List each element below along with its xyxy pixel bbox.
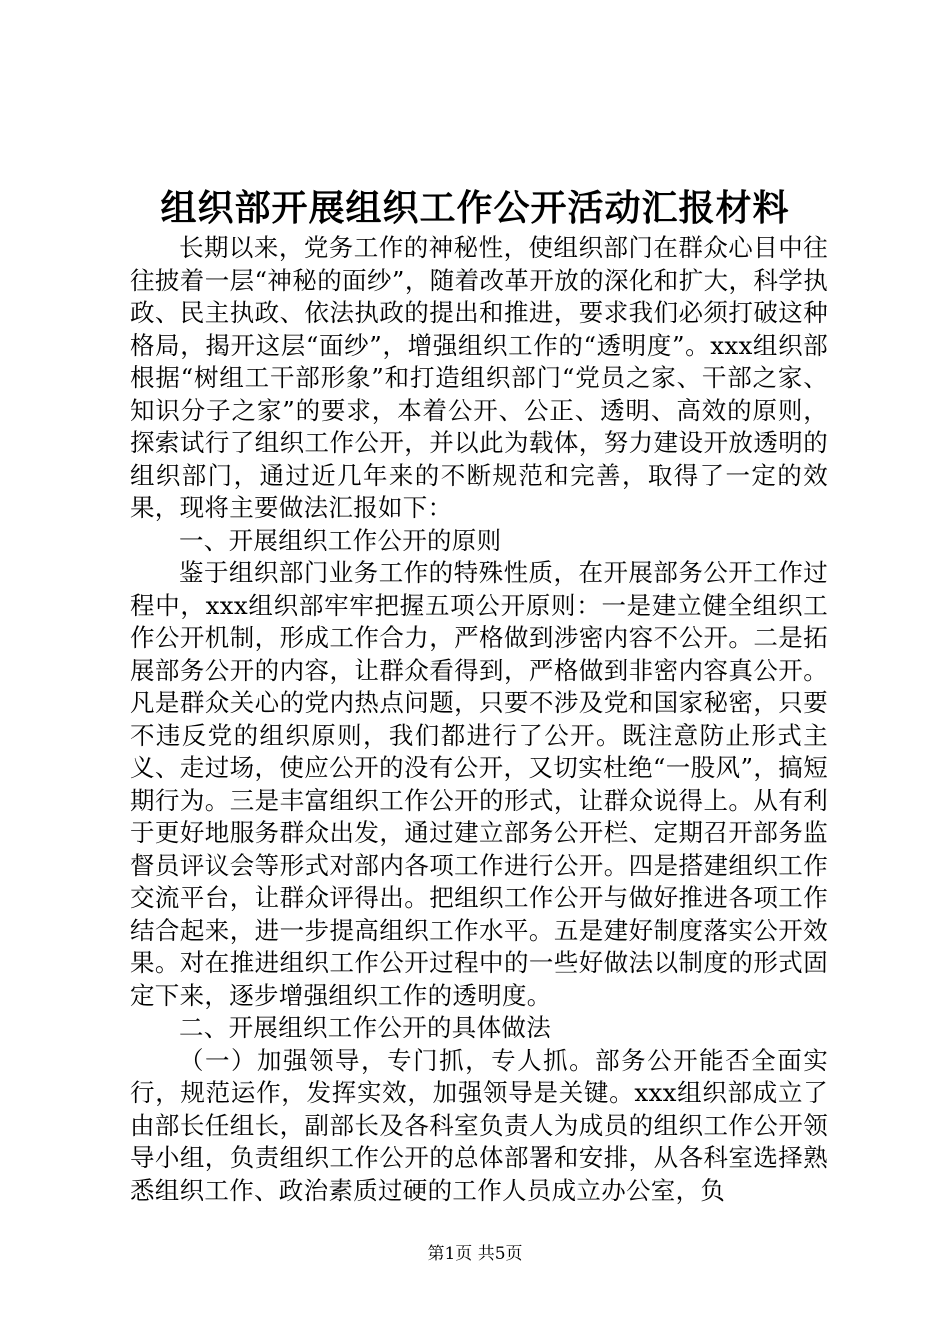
- document-title: 组织部开展组织工作公开活动汇报材料: [160, 187, 790, 229]
- page-footer: 第1页 共5页: [427, 1244, 523, 1264]
- intro-paragraph: 长期以来，党务工作的神秘性，使组织部门在群众心目中往往披着一层“神秘的面纱”，随着改革开放的深化和扩大，科学执政、民主执政、依法执政的提出和推进，要求我们必须打破这种格局，揭开这层“面纱”，增强组织工作的“透明度”。xxx组织部根据“树组工干部形象”和打造组织部门“党员之家、干部之家、知识分子之家”的要求，本着公开、公正、透明、高效的原则，探索试行了组织工作公开，并以此为载体，努力建设开放透明的组织部门，通过近几年来的不断规范和完善，取得了一定的效果，现将主要做法汇报如下：: [130, 233, 828, 522]
- document-body: [130, 232, 828, 1207]
- section-heading-practices: 二、开展组织工作公开的具体做法: [179, 1013, 551, 1042]
- practices-paragraph: （一）加强领导，专门抓，专人抓。部务公开能否全面实行，规范运作，发挥实效，加强领导是关键。xxx组织部成立了由部长任组长，副部长及各科室负责人为成员的组织工作公开领导小组，负责组织工作公开的总体部署和安排，从各科室选择熟悉组织工作、政治素质过硬的工作人员成立办公室，负: [130, 1045, 828, 1205]
- section-heading-principles: 一、开展组织工作公开的原则: [179, 525, 502, 555]
- principles-paragraph: 鉴于组织部门业务工作的特殊性质，在开展部务公开工作过程中，xxx组织部牢牢把握五项公开原则：一是建立健全组织工作公开机制，形成工作合力，严格做到涉密内容不公开。二是拓展部务公开的内容，让群众看得到，严格做到非密内容真公开。凡是群众关心的党内热点问题，只要不涉及党和国家秘密，只要不违反党的组织原则，我们都进行了公开。既注意防止形式主义、走过场，使应公开的没有公开，又切实杜绝“一股风”，搞短期行为。三是丰富组织工作公开的形式，让群众说得上。从有利于更好地服务群众出发，通过建立部务公开栏、定期召开部务监督员评议会等形式对部内各项工作进行公开。四是搭建组织工作交流平台，让群众评得出。把组织工作公开与做好推进各项工作结合起来，进一步提高组织工作水平。五是建好制度落实公开效果。对在推进组织工作公开过程中的一些好做法以制度的形式固定下来，逐步增强组织工作的透明度。: [130, 558, 828, 1010]
